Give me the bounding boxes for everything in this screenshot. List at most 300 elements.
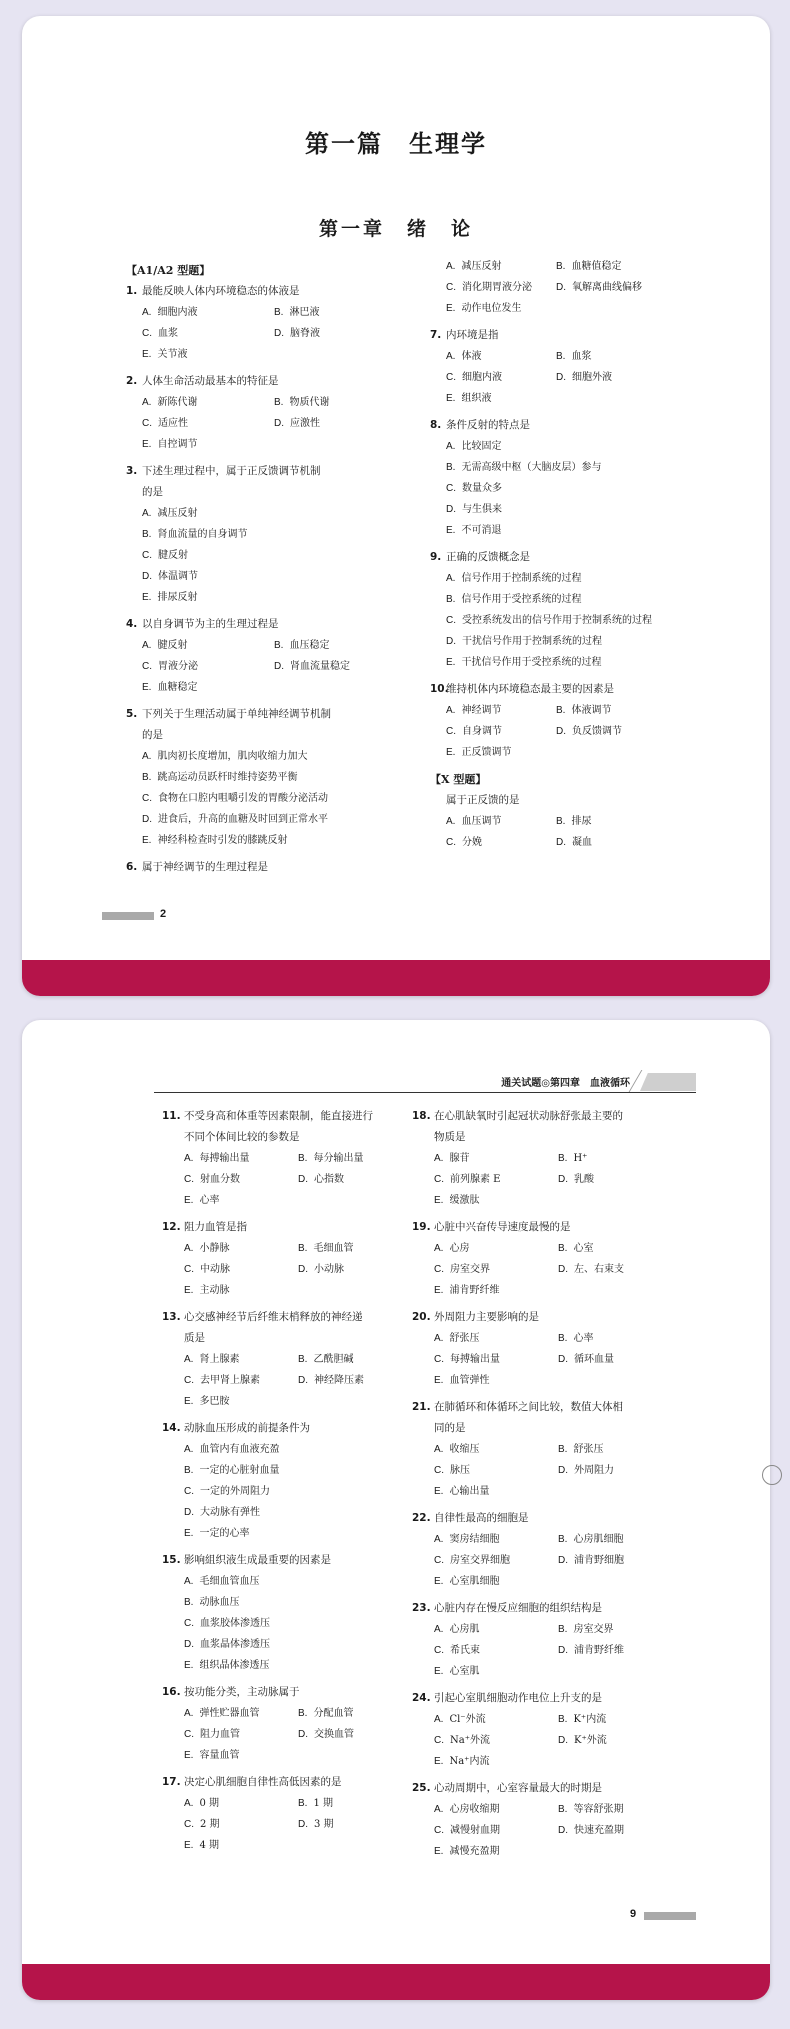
- question-stem: [412, 1508, 682, 1529]
- option-text: 舒张压: [573, 1444, 604, 1455]
- option-text: 脉压: [450, 1465, 470, 1476]
- option-letter: A.: [184, 1243, 194, 1254]
- answer-option: [434, 1370, 558, 1391]
- option-list: [162, 1571, 412, 1676]
- answer-option: [558, 1460, 682, 1481]
- option-letter: C.: [446, 372, 456, 383]
- option-text: 每搏输出量: [199, 1153, 250, 1164]
- answer-option: [184, 1190, 298, 1211]
- option-text: 心房: [449, 1243, 470, 1254]
- option-letter: E.: [184, 1840, 194, 1851]
- answer-option: [184, 1259, 298, 1280]
- answer-option: [184, 1439, 412, 1460]
- question-number: 1.: [126, 285, 138, 297]
- option-list: [162, 1439, 412, 1544]
- question-text: 决定心肌细胞自律性高低因素的是: [184, 1776, 342, 1788]
- option-letter: D.: [298, 1264, 308, 1275]
- answer-option: [142, 413, 274, 434]
- option-list: [412, 1529, 682, 1592]
- option-text: 3 期: [314, 1819, 334, 1830]
- option-text: 干扰信号作用于控制系统的过程: [462, 636, 602, 647]
- question-text: 的是: [142, 486, 163, 498]
- option-letter: E.: [434, 1486, 444, 1497]
- option-letter: D.: [446, 636, 456, 647]
- question-stem: [126, 281, 406, 302]
- question-text: 正确的反馈概念是: [446, 551, 530, 563]
- option-letter: C.: [184, 1819, 194, 1830]
- question-number: 24.: [412, 1692, 431, 1704]
- answer-option: [446, 520, 666, 541]
- option-text: 房室交界: [573, 1624, 614, 1635]
- answer-option: [298, 1703, 412, 1724]
- answer-option: [142, 767, 406, 788]
- answer-option: [558, 1439, 682, 1460]
- answer-option: [142, 830, 406, 851]
- option-letter: B.: [556, 261, 566, 272]
- option-letter: D.: [298, 1174, 308, 1185]
- option-text: 血压调节: [461, 816, 502, 827]
- option-letter: B.: [184, 1597, 194, 1608]
- answer-option: [274, 323, 406, 344]
- option-text: 房室交界细胞: [450, 1555, 510, 1566]
- option-text: 无需高级中枢（大脑皮层）参与: [461, 462, 602, 473]
- question-number: 13.: [162, 1311, 181, 1323]
- option-letter: D.: [142, 814, 152, 825]
- question-item: [162, 1682, 412, 1766]
- option-text: 肾上腺素: [199, 1354, 240, 1365]
- header-tab: [640, 1073, 696, 1091]
- option-letter: C.: [184, 1618, 194, 1629]
- option-letter: D.: [298, 1819, 308, 1830]
- question-list: [126, 281, 406, 878]
- option-letter: D.: [556, 726, 566, 737]
- option-letter: B.: [142, 772, 152, 783]
- answer-option: [446, 478, 666, 499]
- answer-option: [446, 589, 666, 610]
- answer-option: [434, 1640, 558, 1661]
- option-letter: E.: [434, 1846, 444, 1857]
- answer-option: [434, 1238, 558, 1259]
- option-text: 新陈代谢: [157, 397, 198, 408]
- option-letter: B.: [558, 1624, 568, 1635]
- option-letter: E.: [434, 1195, 444, 1206]
- answer-option: [298, 1349, 412, 1370]
- answer-option: [446, 721, 556, 742]
- question-text: 不同个体间比较的参数是: [184, 1131, 300, 1143]
- question-text: 属于正反馈的是: [446, 794, 520, 806]
- option-text: 每搏输出量: [450, 1354, 500, 1365]
- answer-option: [446, 367, 556, 388]
- answer-option: [298, 1259, 412, 1280]
- option-letter: E.: [142, 592, 152, 603]
- option-text: 血糖稳定: [157, 682, 198, 693]
- answer-option: [556, 256, 666, 277]
- option-text: 心房肌细胞: [573, 1534, 624, 1545]
- answer-option: [434, 1799, 558, 1820]
- question-item: [162, 1307, 412, 1412]
- option-letter: E.: [142, 682, 152, 693]
- answer-option: [434, 1661, 558, 1682]
- option-text: Na⁺外流: [450, 1735, 490, 1746]
- answer-option: [434, 1259, 558, 1280]
- answer-option: [142, 677, 274, 698]
- option-text: 阻力血管: [200, 1729, 240, 1740]
- answer-option: [446, 652, 666, 673]
- answer-option: [446, 277, 556, 298]
- option-text: 腺苷: [449, 1153, 470, 1164]
- option-text: 心房收缩期: [449, 1804, 500, 1815]
- question-number: 6.: [126, 861, 138, 873]
- right-column: [412, 1106, 682, 1868]
- answer-option: [434, 1820, 558, 1841]
- option-text: 射血分数: [200, 1174, 240, 1185]
- answer-option: [184, 1793, 298, 1814]
- option-letter: C.: [142, 328, 152, 339]
- option-letter: B.: [558, 1804, 568, 1815]
- option-text: 信号作用于控制系统的过程: [461, 573, 582, 584]
- answer-option: [274, 392, 406, 413]
- answer-option: [298, 1724, 412, 1745]
- question-text: 维持机体内环境稳态最主要的因素是: [446, 683, 614, 695]
- option-letter: E.: [184, 1660, 194, 1671]
- option-list: [430, 700, 666, 763]
- option-letter: C.: [184, 1486, 194, 1497]
- option-text: 缓激肽: [449, 1195, 480, 1206]
- answer-option: [184, 1634, 412, 1655]
- answer-option: [274, 413, 406, 434]
- answer-option: [298, 1370, 412, 1391]
- question-number: 20.: [412, 1311, 431, 1323]
- option-list: [162, 1148, 412, 1211]
- option-letter: D.: [558, 1735, 568, 1746]
- header-divider: [629, 1070, 643, 1092]
- answer-option: [142, 524, 406, 545]
- question-item: [412, 1307, 682, 1391]
- option-text: 大动脉有弹性: [200, 1507, 260, 1518]
- question-number: 23.: [412, 1602, 431, 1614]
- option-text: 肾血流量的自身调节: [157, 529, 248, 540]
- option-letter: D.: [558, 1465, 568, 1476]
- option-letter: E.: [446, 303, 456, 314]
- option-text: 小动脉: [314, 1264, 344, 1275]
- question-stem: [126, 461, 406, 482]
- answer-option: [184, 1169, 298, 1190]
- question-text: 在肺循环和体循环之间比较，数值大体相: [434, 1401, 623, 1413]
- option-text: 神经降压素: [314, 1375, 364, 1386]
- answer-option: [184, 1613, 412, 1634]
- option-text: 凝血: [572, 837, 592, 848]
- question-item: [430, 790, 666, 853]
- option-letter: B.: [298, 1153, 308, 1164]
- option-text: 血糖值稳定: [571, 261, 622, 272]
- option-text: 一定的外周阻力: [200, 1486, 270, 1497]
- question-text: 下述生理过程中，属于正反馈调节机制: [142, 465, 321, 477]
- option-text: 体温调节: [158, 571, 198, 582]
- answer-option: [298, 1793, 412, 1814]
- question-number: 12.: [162, 1221, 181, 1233]
- answer-option: [142, 392, 274, 413]
- question-item: [412, 1397, 682, 1502]
- answer-option: [558, 1640, 682, 1661]
- option-text: 心室肌: [449, 1666, 480, 1677]
- answer-option: [142, 809, 406, 830]
- option-text: 干扰信号作用于受控系统的过程: [461, 657, 602, 668]
- question-item: [412, 1778, 682, 1862]
- option-letter: B.: [558, 1153, 568, 1164]
- answer-option: [184, 1148, 298, 1169]
- option-letter: C.: [434, 1735, 444, 1746]
- right-column: [430, 256, 666, 859]
- question-number: 16.: [162, 1686, 181, 1698]
- option-letter: E.: [446, 747, 456, 758]
- option-list: [126, 503, 406, 608]
- option-letter: C.: [434, 1825, 444, 1836]
- answer-option: [142, 566, 406, 587]
- answer-option: [184, 1814, 298, 1835]
- answer-option: [142, 587, 406, 608]
- answer-option: [558, 1529, 682, 1550]
- option-letter: E.: [142, 349, 152, 360]
- option-letter: A.: [142, 307, 152, 318]
- option-text: 收缩压: [449, 1444, 480, 1455]
- option-list: [412, 1328, 682, 1391]
- option-text: 浦肯野纤维: [574, 1645, 624, 1656]
- page-number-bar: [102, 912, 154, 920]
- option-letter: B.: [298, 1708, 308, 1719]
- answer-option: [434, 1709, 558, 1730]
- page-number: 9: [630, 1908, 637, 1920]
- question-text: 引起心室肌细胞动作电位上升支的是: [434, 1692, 602, 1704]
- answer-option: [446, 499, 666, 520]
- option-letter: C.: [434, 1555, 444, 1566]
- answer-option: [142, 344, 274, 365]
- option-letter: C.: [446, 615, 456, 626]
- option-text: 数量众多: [462, 483, 502, 494]
- option-text: 比较固定: [461, 441, 502, 452]
- option-letter: E.: [434, 1666, 444, 1677]
- option-text: 中动脉: [200, 1264, 230, 1275]
- option-list: [430, 346, 666, 409]
- answer-option: [184, 1571, 412, 1592]
- question-stem: [430, 679, 666, 700]
- option-letter: A.: [142, 751, 152, 762]
- option-text: 关节液: [157, 349, 188, 360]
- question-text: 按功能分类，主动脉属于: [184, 1686, 300, 1698]
- option-letter: C.: [184, 1729, 194, 1740]
- option-letter: D.: [558, 1264, 568, 1275]
- option-text: 物质代谢: [289, 397, 330, 408]
- answer-option: [446, 742, 556, 763]
- option-text: 减压反射: [461, 261, 502, 272]
- option-text: 血浆晶体渗透压: [200, 1639, 270, 1650]
- option-letter: D.: [184, 1639, 194, 1650]
- option-letter: B.: [274, 397, 284, 408]
- page-number-bar: [644, 1912, 696, 1920]
- question-text: 心交感神经节后纤维末梢释放的神经递: [184, 1311, 363, 1323]
- option-text: 快速充盈期: [574, 1825, 624, 1836]
- footer-band: [22, 1964, 770, 2000]
- option-text: 肌肉初长度增加，肌肉收缩力加大: [157, 751, 308, 762]
- option-text: 外周阻力: [574, 1465, 614, 1476]
- option-text: 与生俱来: [462, 504, 502, 515]
- option-text: 交换血管: [314, 1729, 354, 1740]
- question-text: 阻力血管是指: [184, 1221, 247, 1233]
- option-text: 受控系统发出的信号作用于控制系统的过程: [462, 615, 652, 626]
- option-letter: C.: [446, 726, 456, 737]
- option-text: 多巴胺: [199, 1396, 230, 1407]
- answer-option: [142, 434, 274, 455]
- answer-option: [446, 436, 666, 457]
- question-text: 质是: [184, 1332, 205, 1344]
- option-text: 脑脊液: [290, 328, 320, 339]
- option-letter: D.: [556, 837, 566, 848]
- answer-option: [556, 832, 666, 853]
- answer-option: [298, 1148, 412, 1169]
- option-letter: B.: [274, 307, 284, 318]
- option-text: 血压稳定: [289, 640, 330, 651]
- option-text: 一定的心率: [199, 1528, 250, 1539]
- question-item: [412, 1217, 682, 1301]
- question-item: [430, 547, 666, 673]
- question-item: [126, 614, 406, 698]
- answer-option: [556, 277, 666, 298]
- answer-option: [434, 1730, 558, 1751]
- option-text: 消化期胃液分泌: [462, 282, 532, 293]
- option-text: 减慢充盈期: [449, 1846, 500, 1857]
- option-text: 排尿反射: [157, 592, 198, 603]
- question-item: [430, 256, 666, 319]
- question-stem: [162, 1772, 412, 1793]
- option-list: [126, 635, 406, 698]
- answer-option: [558, 1328, 682, 1349]
- option-list: [162, 1703, 412, 1766]
- option-letter: D.: [298, 1729, 308, 1740]
- option-text: 每分输出量: [313, 1153, 364, 1164]
- option-letter: E.: [434, 1375, 444, 1386]
- option-letter: B.: [142, 529, 152, 540]
- question-stem: [126, 482, 406, 503]
- answer-option: [558, 1709, 682, 1730]
- option-letter: A.: [142, 508, 152, 519]
- option-list: [412, 1439, 682, 1502]
- answer-option: [558, 1550, 682, 1571]
- answer-option: [142, 323, 274, 344]
- option-letter: C.: [434, 1264, 444, 1275]
- answer-option: [434, 1550, 558, 1571]
- option-list: [162, 1793, 412, 1856]
- question-stem: [430, 325, 666, 346]
- question-stem: [162, 1550, 412, 1571]
- option-text: 一定的心脏射血量: [199, 1465, 280, 1476]
- option-list: [126, 302, 406, 365]
- option-text: 组织液: [461, 393, 492, 404]
- answer-option: [556, 721, 666, 742]
- option-list: [412, 1709, 682, 1772]
- answer-option: [184, 1835, 298, 1856]
- question-text: 自律性最高的细胞是: [434, 1512, 529, 1524]
- option-list: [430, 436, 666, 541]
- answer-option: [184, 1391, 298, 1412]
- option-text: 细胞内液: [462, 372, 502, 383]
- question-item: [162, 1550, 412, 1676]
- answer-option: [274, 302, 406, 323]
- option-text: 自身调节: [462, 726, 502, 737]
- option-letter: A.: [446, 261, 456, 272]
- option-letter: C.: [434, 1465, 444, 1476]
- option-text: 毛细血管: [313, 1243, 354, 1254]
- answer-option: [434, 1571, 558, 1592]
- option-letter: A.: [434, 1243, 444, 1254]
- question-number: 25.: [412, 1782, 431, 1794]
- section-heading-x: 【X 型题】: [430, 773, 487, 786]
- question-number: 2.: [126, 375, 138, 387]
- question-list: [162, 1106, 412, 1856]
- option-letter: E.: [434, 1285, 444, 1296]
- option-letter: B.: [556, 816, 566, 827]
- option-letter: A.: [446, 573, 456, 584]
- option-letter: E.: [184, 1285, 194, 1296]
- answer-option: [446, 811, 556, 832]
- answer-option: [446, 256, 556, 277]
- option-text: 氧解离曲线偏移: [572, 282, 642, 293]
- option-letter: A.: [434, 1444, 444, 1455]
- answer-option: [184, 1592, 412, 1613]
- option-letter: B.: [298, 1243, 308, 1254]
- option-letter: A.: [184, 1354, 194, 1365]
- question-stem: [430, 547, 666, 568]
- option-list: [126, 392, 406, 455]
- option-text: 信号作用于受控系统的过程: [461, 594, 582, 605]
- option-list: [126, 746, 406, 851]
- option-letter: E.: [184, 1750, 194, 1761]
- answer-option: [558, 1349, 682, 1370]
- answer-option: [298, 1238, 412, 1259]
- question-item: [162, 1772, 412, 1856]
- option-letter: B.: [558, 1444, 568, 1455]
- option-letter: B.: [274, 640, 284, 651]
- option-letter: B.: [556, 705, 566, 716]
- option-letter: A.: [446, 705, 456, 716]
- option-letter: C.: [142, 418, 152, 429]
- option-text: 适应性: [158, 418, 188, 429]
- question-number: 10.: [430, 683, 449, 695]
- option-text: Na⁺内流: [449, 1756, 490, 1767]
- option-text: K⁺内流: [573, 1714, 607, 1725]
- option-letter: B.: [446, 594, 456, 605]
- question-stem: [126, 725, 406, 746]
- question-number: 8.: [430, 419, 442, 431]
- answer-option: [558, 1148, 682, 1169]
- running-header-text: 通关试题◎第四章 血液循环: [501, 1078, 630, 1089]
- question-item: [430, 325, 666, 409]
- question-item: [412, 1688, 682, 1772]
- question-stem: [412, 1217, 682, 1238]
- option-text: 循环血量: [574, 1354, 614, 1365]
- answer-option: [298, 1169, 412, 1190]
- option-text: 心率: [199, 1195, 220, 1206]
- option-list: [162, 1238, 412, 1301]
- option-letter: D.: [558, 1354, 568, 1365]
- option-letter: A.: [446, 816, 456, 827]
- question-stem: [162, 1328, 412, 1349]
- answer-option: [142, 635, 274, 656]
- answer-option: [184, 1502, 412, 1523]
- answer-option: [434, 1481, 558, 1502]
- question-number: 19.: [412, 1221, 431, 1233]
- option-text: 食物在口腔内咀嚼引发的胃酸分泌活动: [158, 793, 328, 804]
- question-number: 17.: [162, 1776, 181, 1788]
- option-text: 毛细血管血压: [199, 1576, 260, 1587]
